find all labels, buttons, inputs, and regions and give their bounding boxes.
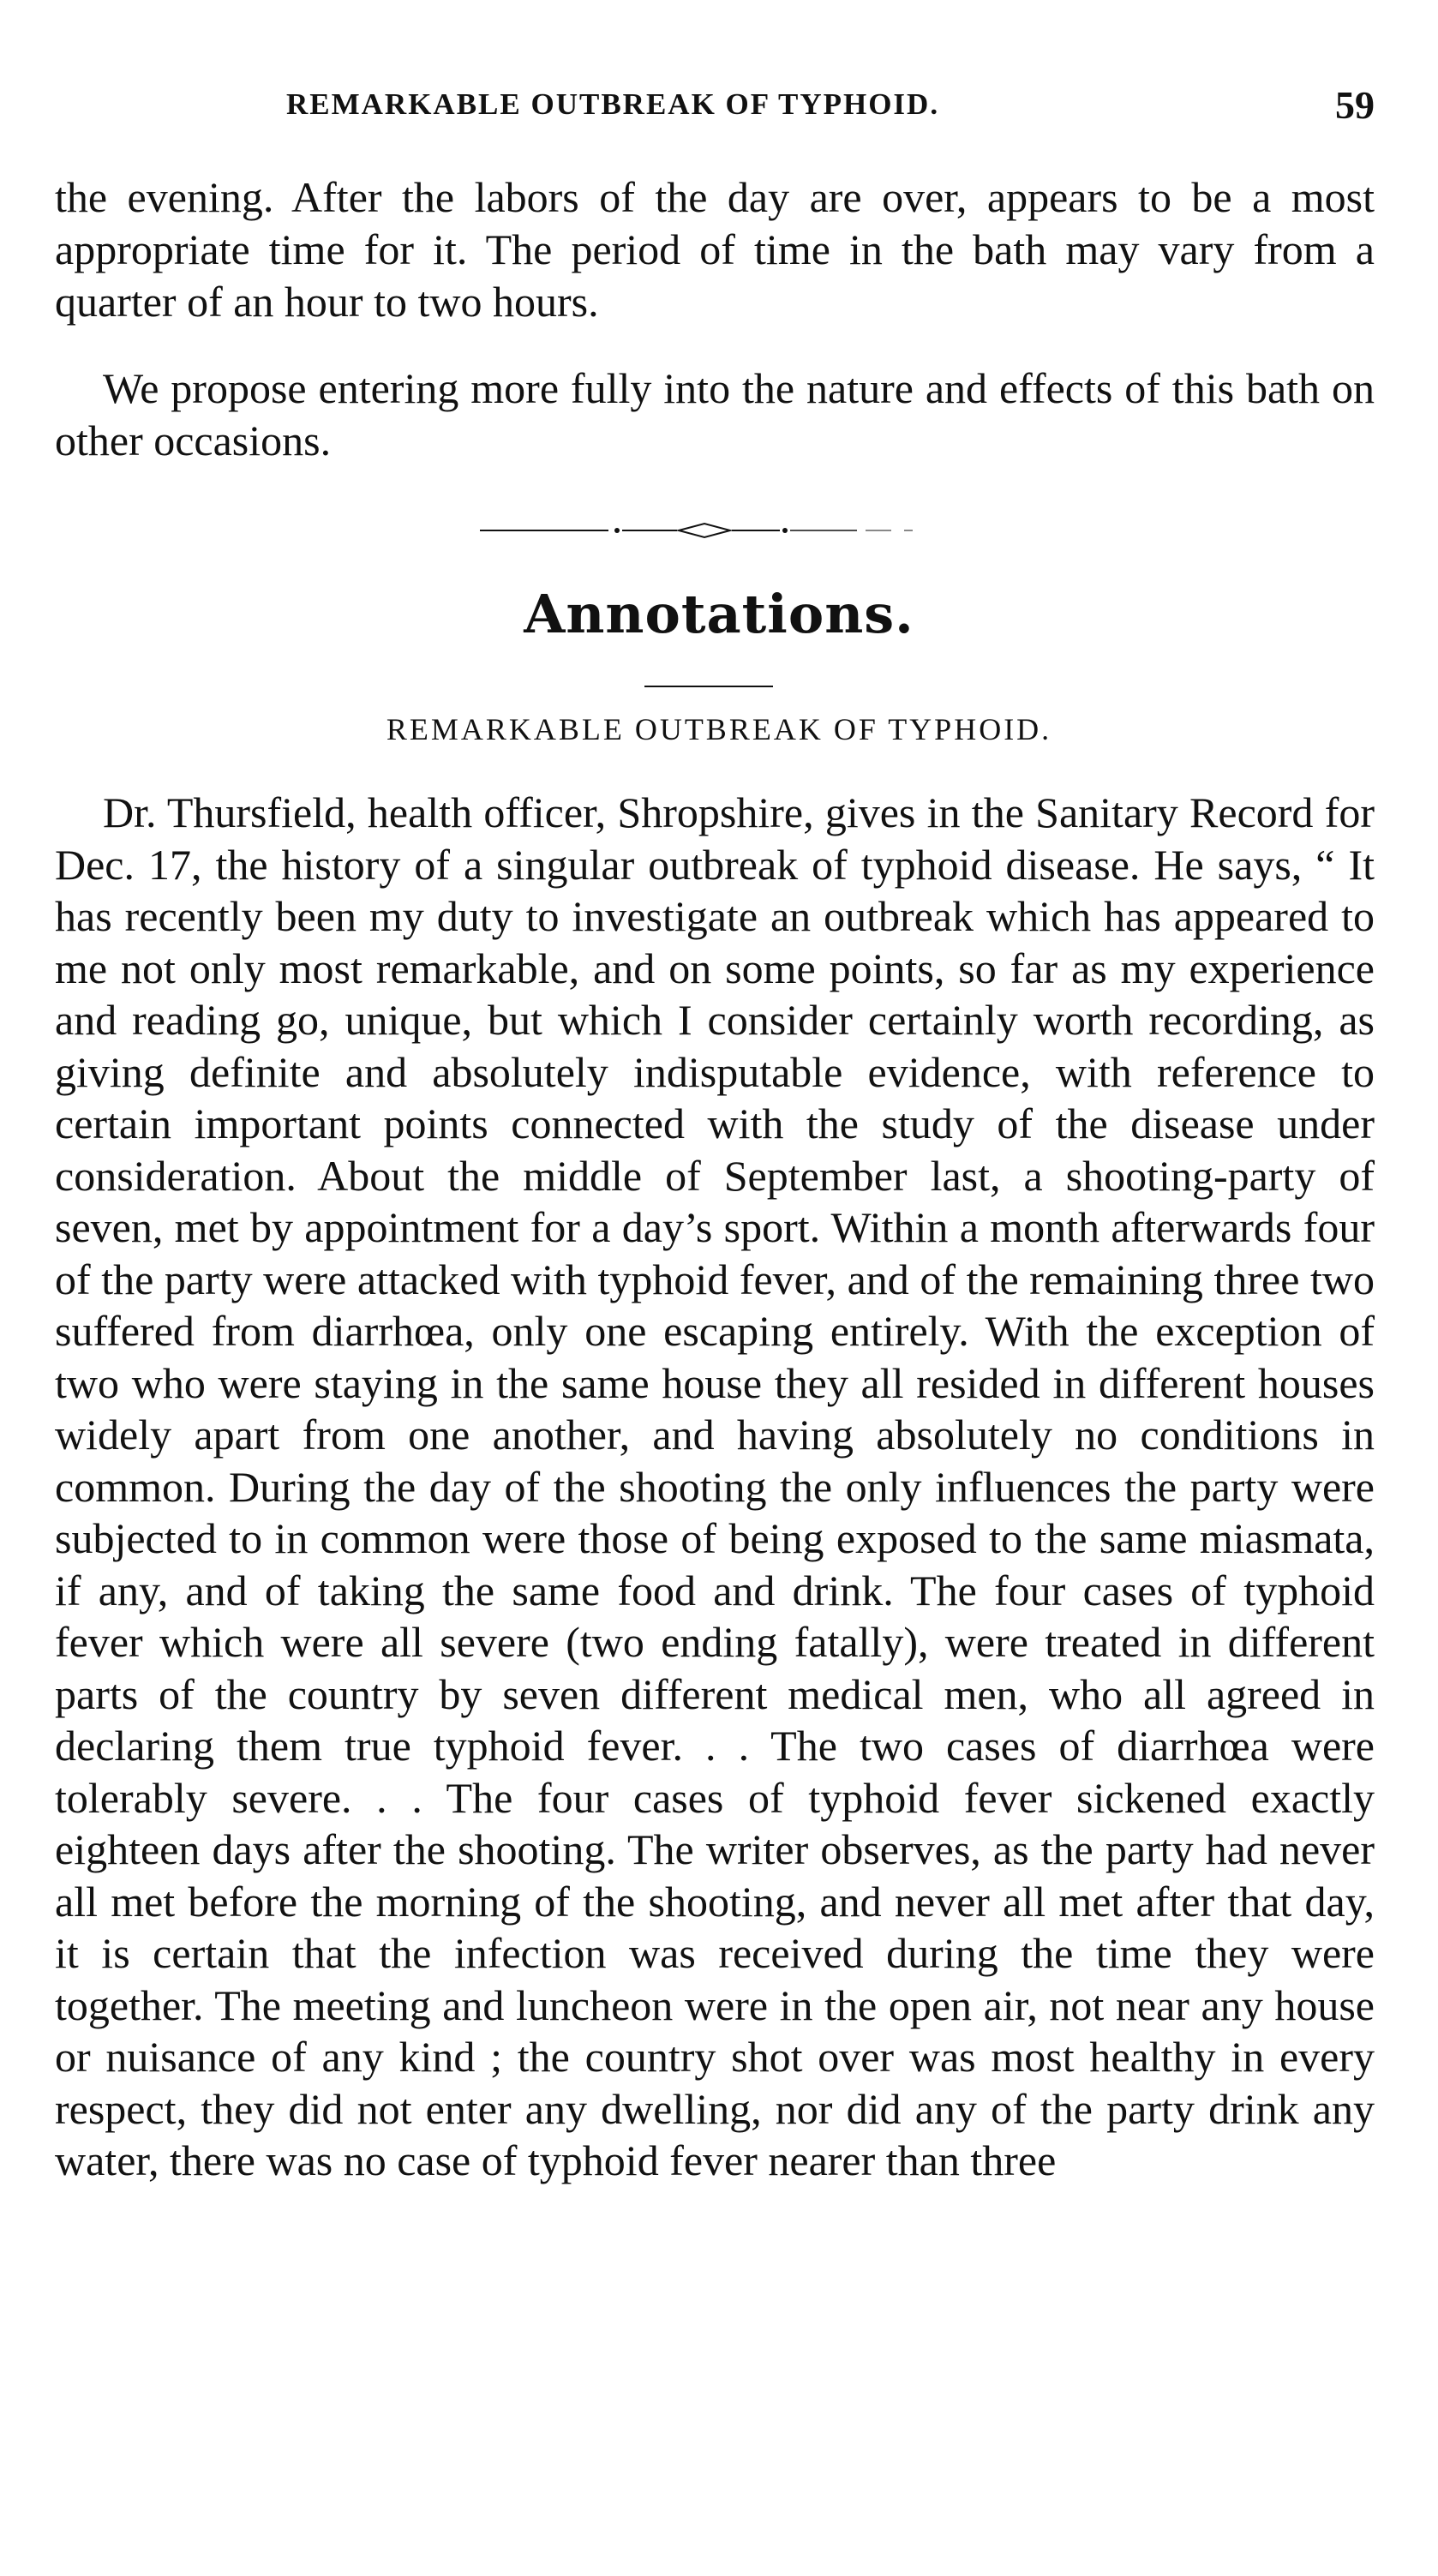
section-heading: Annotations. — [524, 583, 914, 645]
article-subheading: REMARKABLE OUTBREAK OF TYPHOID. — [386, 712, 1052, 746]
running-title: REMARKABLE OUTBREAK OF TYPHOID. — [286, 87, 940, 121]
paragraph-continuation: the evening. After the labors of the day are over, appears to be a most appropriate time for it. The period of time in the bath may vary from a quarter of an hour to two hours. — [55, 173, 1375, 326]
page-number: 59 — [1335, 83, 1375, 127]
section-divider-ornament — [480, 518, 926, 543]
heading-rule — [644, 686, 773, 687]
paragraph-closing: We propose entering more fully into the nature and effects of this bath on other occasions. — [55, 364, 1375, 464]
article-body: Dr. Thursfield, health officer, Shropshire, gives in the Sanitary Record for Dec. 17, the history of a singular outbreak of typhoid disease. He says, “ It has recently been my duty to investigate an outbreak which has appeared to me not only most remarkable, and on some points, so far as my experience and reading go, unique, but which I consider certainly worth recording, as giving definite and absolutely indisputable evidence, with reference to certain important points connected with the study of the disease under consideration. About the middle of September last, a shooting-party of seven, met by appointment for a day’s sport. Within a month afterwards four of the party were attacked with typhoid fever, and of the remaining three two suffered from diarrhœa, only one escaping entirely. With the exception of two who were staying in the same house they all resided in different houses widely apart from one another, and having absolutely no conditions in common. During the day of the shooting the only influences the party were subjected to in common were those of being exposed to the same miasmata, if any, and of taking the same food and drink. The four cases of typhoid fever which were all severe (two ending fatally), were treated in different parts of the country by seven different medical men, who all agreed in declaring them true typhoid fever. . . The two cases of diarrhœa were tolerably severe. . . The four cases of typhoid fever sickened exactly eighteen days after the shooting. The writer observes, as the party had never all met before the morning of the shooting, and never all met after that day, it is certain that the infection was received during the time they were together. The meeting and luncheon were in the open air, not near any house or nuisance of any kind ; the country shot over was most healthy in every respect, they did not enter any dwelling, nor did any of the party drink any water, there was no case of typhoid fever nearer than three — [55, 788, 1375, 2184]
running-head — [55, 82, 1375, 134]
